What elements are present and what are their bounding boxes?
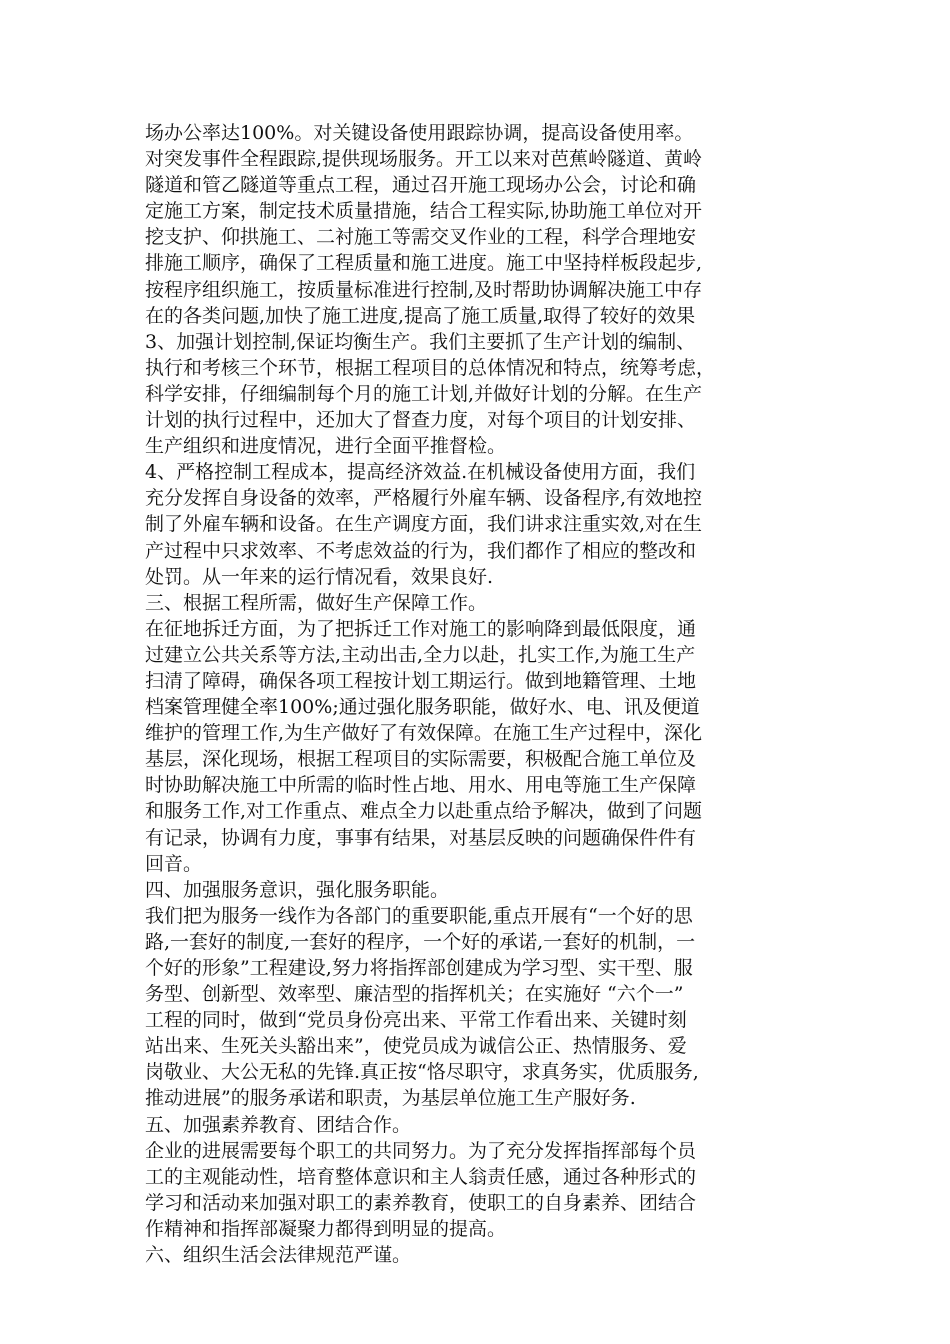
text-line: 回音。 xyxy=(145,852,203,875)
section-heading: 三、根据工程所需，做好生产保障工作。 xyxy=(145,591,488,614)
text-line: 科学安排，仔细编制每个月的施工计划,并做好计划的分解。在生产 xyxy=(145,382,703,405)
text-line: 产过程中只求效率、不考虑效益的行为，我们都作了相应的整改和 xyxy=(145,539,697,562)
section-heading: 六、组织生活会法律规范严谨。 xyxy=(145,1244,412,1267)
text-line: 我们把为服务一线作为各部门的重要职能,重点开展有“一个好的思 xyxy=(145,904,693,927)
text-line: 扫清了障碍，确保各项工程按计划工期运行。做到地籍管理、土地 xyxy=(145,669,697,692)
text-line: 站出来、生死关头豁出来”，使党员成为诚信公正、热情服务、爱 xyxy=(145,1035,687,1058)
text-line: 企业的进展需要每个职工的共同努力。为了充分发挥指挥部每个员 xyxy=(145,1139,697,1162)
text-line: 过建立公共关系等方法,主动出击,全力以赴，扎实工作,为施工生产 xyxy=(145,643,696,666)
text-line: 充分发挥自身设备的效率，严格履行外雇车辆、设备程序,有效地控 xyxy=(145,487,703,510)
section-heading: 五、加强素养教育、团结合作。 xyxy=(145,1113,412,1136)
text-line: 有记录，协调有力度，事事有结果，对基层反映的问题确保件件有 xyxy=(145,826,697,849)
text-line: 基层，深化现场，根据工程项目的实际需要，积极配合施工单位及 xyxy=(145,748,697,771)
text-line: 推动进展”的服务承诺和职责，为基层单位施工生产服好务. xyxy=(145,1087,636,1110)
text-line: 务型、创新型、效率型、廉洁型的指挥机关；在实施好 “六个一” xyxy=(145,983,684,1006)
text-line: 4、严格控制工程成本，提高经济效益.在机械设备使用方面，我们 xyxy=(145,461,696,484)
text-line: 计划的执行过程中，还加大了督查力度，对每个项目的计划安排、 xyxy=(145,409,697,432)
text-line: 执行和考核三个环节，根据工程项目的总体情况和特点，统筹考虑， xyxy=(145,356,716,379)
text-line: 定施工方案，制定技术质量措施，结合工程实际,协助施工单位对开 xyxy=(145,200,703,223)
text-line: 岗敬业、大公无私的先锋.真正按“恪尽职守，求真务实，优质服务, xyxy=(145,1061,699,1084)
text-line: 时协助解决施工中所需的临时性占地、用水、用电等施工生产保障 xyxy=(145,774,697,797)
text-line: 和服务工作,对工作重点、难点全力以赴重点给予解决，做到了问题 xyxy=(145,800,703,823)
text-line: 隧道和管乙隧道等重点工程，通过召开施工现场办公会，讨论和确 xyxy=(145,174,697,197)
text-line: 排施工顺序，确保了工程质量和施工进度。施工中坚持样板段起步, xyxy=(145,252,703,275)
document-body xyxy=(145,120,805,1268)
text-line: 在征地拆迁方面，为了把拆迁工作对施工的影响降到最低限度，通 xyxy=(145,617,697,640)
text-line: 生产组织和进度情况，进行全面平推督检。 xyxy=(145,435,507,458)
text-line: 场办公率达100%。对关键设备使用跟踪协调，提高设备使用率。 xyxy=(145,122,694,144)
text-line: 按程序组织施工，按质量标准进行控制,及时帮助协调解决施工中存 xyxy=(145,278,703,301)
text-line: 作精神和指挥部凝聚力都得到明显的提高。 xyxy=(145,1217,507,1240)
section-heading: 四、加强服务意识，强化服务职能。 xyxy=(145,878,450,901)
text-line: 路,一套好的制度,一套好的程序，一个好的承诺,一套好的机制，一 xyxy=(145,930,696,953)
text-line: 在的各类问题,加快了施工进度,提高了施工质量,取得了较好的效果 xyxy=(145,304,696,327)
text-line: 个好的形象”工程建设,努力将指挥部创建成为学习型、实干型、服 xyxy=(145,957,693,979)
text-line: 处罚。从一年来的运行情况看，效果良好. xyxy=(145,565,494,588)
text-line: 对突发事件全程跟踪,提供现场服务。开工以来对芭蕉岭隧道、黄岭 xyxy=(145,148,703,171)
text-line: 学习和活动来加强对职工的素养教育，使职工的自身素养、团结合 xyxy=(145,1191,697,1214)
text-line: 工的主观能动性，培育整体意识和主人翁责任感，通过各种形式的 xyxy=(145,1165,697,1188)
text-line: 制了外雇车辆和设备。在生产调度方面，我们讲求注重实效,对在生 xyxy=(145,513,703,536)
text-line: 档案管理健全率100%;通过强化服务职能，做好水、电、讯及便道 xyxy=(145,696,700,719)
text-line: 3、加强计划控制,保证均衡生产。我们主要抓了生产计划的编制、 xyxy=(145,330,696,353)
text-line: 工程的同时，做到“党员身份亮出来、平常工作看出来、关键时刻 xyxy=(145,1009,687,1032)
text-line: 维护的管理工作,为生产做好了有效保障。在施工生产过程中，深化 xyxy=(145,722,703,745)
text-line: 挖支护、仰拱施工、二衬施工等需交叉作业的工程，科学合理地安 xyxy=(145,226,697,249)
